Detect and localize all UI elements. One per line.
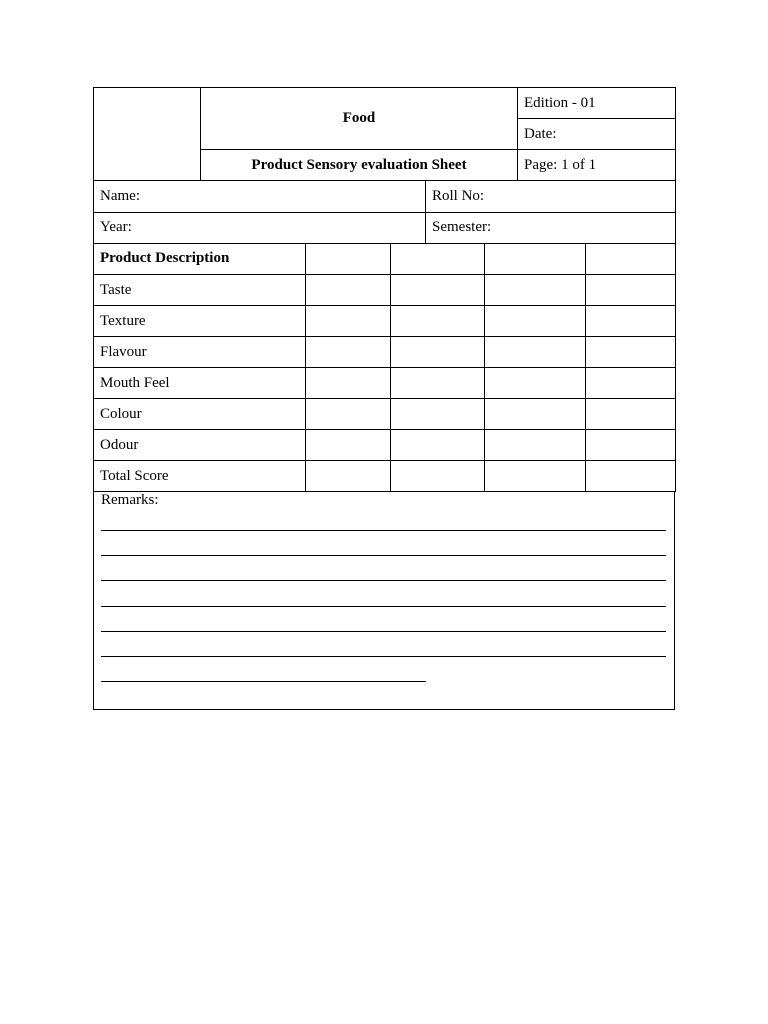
score-cell[interactable] <box>306 275 391 306</box>
score-cell[interactable] <box>391 275 485 306</box>
score-cell[interactable] <box>485 275 586 306</box>
remarks-line <box>101 555 666 556</box>
attribute-label: Texture <box>94 306 306 337</box>
score-cell[interactable] <box>485 430 586 461</box>
name-field[interactable]: Name: <box>94 181 426 212</box>
evaluation-row <box>94 461 676 492</box>
remarks-line <box>101 681 426 682</box>
edition-label: Edition - 01 <box>518 88 676 119</box>
student-info-table <box>93 181 676 244</box>
score-cell[interactable] <box>485 306 586 337</box>
score-cell[interactable] <box>485 368 586 399</box>
score-cell[interactable] <box>306 368 391 399</box>
score-cell[interactable] <box>391 368 485 399</box>
form-subtitle: Product Sensory evaluation Sheet <box>201 150 518 181</box>
score-cell[interactable] <box>306 430 391 461</box>
year-field[interactable]: Year: <box>94 212 426 243</box>
score-cell[interactable] <box>586 461 676 492</box>
score-cell[interactable] <box>306 461 391 492</box>
score-cell[interactable] <box>586 306 676 337</box>
attribute-label: Odour <box>94 430 306 461</box>
date-label: Date: <box>518 119 676 150</box>
score-cell[interactable] <box>391 399 485 430</box>
evaluation-row <box>94 306 676 337</box>
score-cell[interactable] <box>485 337 586 368</box>
score-cell[interactable] <box>391 244 485 275</box>
remarks-line <box>101 580 666 581</box>
score-cell[interactable] <box>586 368 676 399</box>
score-cell[interactable] <box>586 244 676 275</box>
roll-no-field[interactable]: Roll No: <box>426 181 676 212</box>
evaluation-header-row <box>94 244 676 275</box>
score-cell[interactable] <box>306 337 391 368</box>
score-cell[interactable] <box>485 244 586 275</box>
score-cell[interactable] <box>586 275 676 306</box>
attribute-label: Taste <box>94 275 306 306</box>
form-title: Food <box>201 88 518 150</box>
score-cell[interactable] <box>391 306 485 337</box>
attribute-label: Total Score <box>94 461 306 492</box>
score-cell[interactable] <box>391 430 485 461</box>
remarks-line <box>101 631 666 632</box>
evaluation-table <box>93 244 676 493</box>
product-description-header: Product Description <box>94 244 306 275</box>
evaluation-row <box>94 399 676 430</box>
score-cell[interactable] <box>485 461 586 492</box>
logo-cell <box>94 88 201 181</box>
remarks-line <box>101 606 666 607</box>
page-label: Page: 1 of 1 <box>518 150 676 181</box>
remarks-box[interactable] <box>93 492 675 710</box>
score-cell[interactable] <box>586 430 676 461</box>
score-cell[interactable] <box>306 306 391 337</box>
evaluation-row <box>94 430 676 461</box>
evaluation-sheet <box>93 87 675 710</box>
attribute-label: Colour <box>94 399 306 430</box>
score-cell[interactable] <box>306 399 391 430</box>
score-cell[interactable] <box>306 244 391 275</box>
header-table <box>93 87 676 181</box>
score-cell[interactable] <box>391 337 485 368</box>
semester-field[interactable]: Semester: <box>426 212 676 243</box>
remarks-line <box>101 656 666 657</box>
score-cell[interactable] <box>586 399 676 430</box>
attribute-label: Flavour <box>94 337 306 368</box>
attribute-label: Mouth Feel <box>94 368 306 399</box>
score-cell[interactable] <box>586 337 676 368</box>
remarks-line <box>101 530 666 531</box>
score-cell[interactable] <box>485 399 586 430</box>
evaluation-row <box>94 368 676 399</box>
evaluation-row <box>94 337 676 368</box>
remarks-label: Remarks: <box>101 492 159 508</box>
evaluation-row <box>94 275 676 306</box>
score-cell[interactable] <box>391 461 485 492</box>
